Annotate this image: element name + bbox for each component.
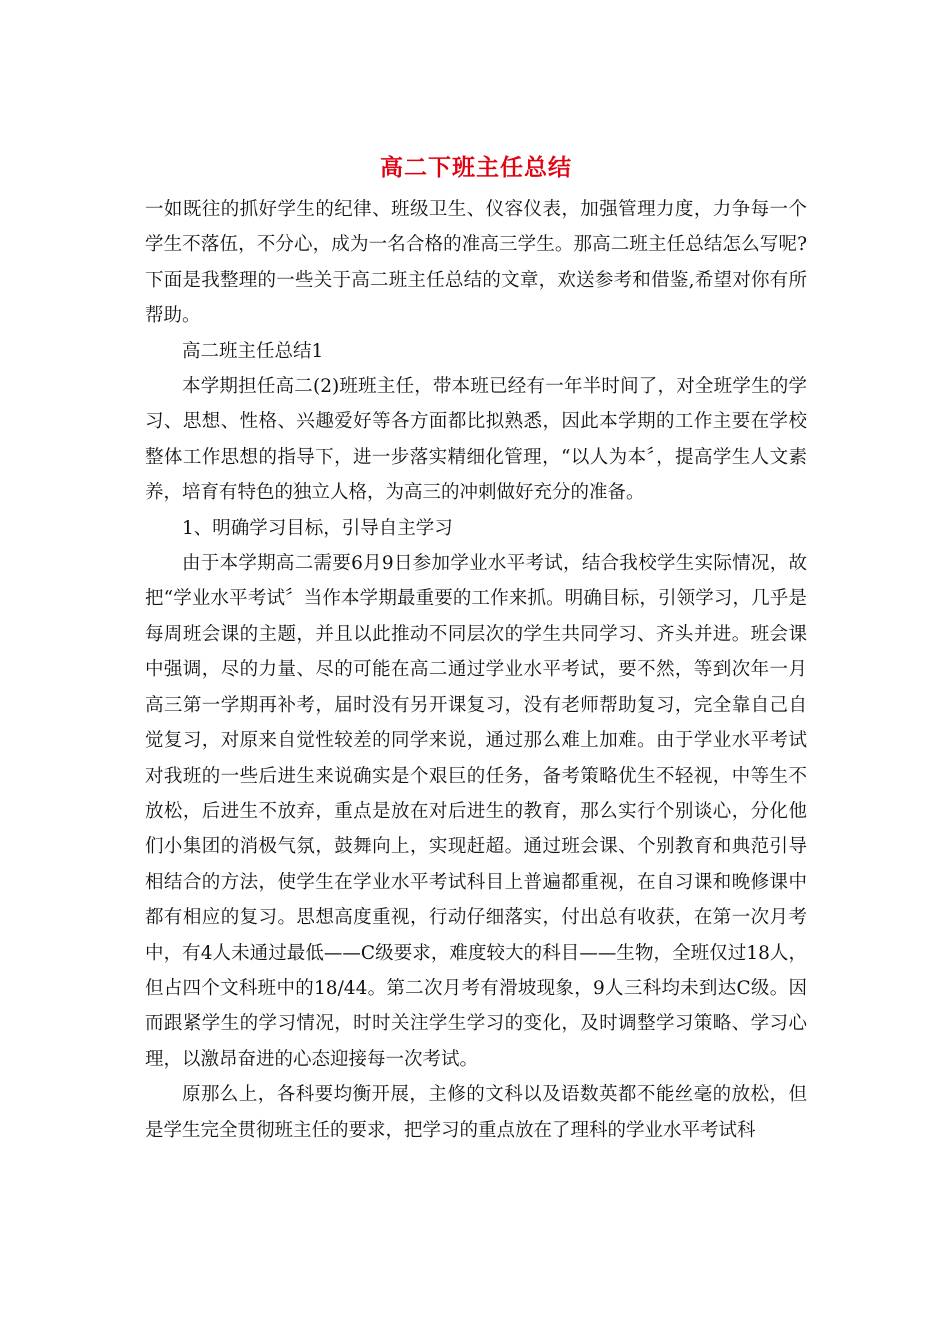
body-paragraph-3: 原那么上，各科要均衡开展，主修的文科以及语数英都不能丝毫的放松，但是学生完全贯彻班主任的要求，把学习的重点放在了理科的学业水平考试科 xyxy=(145,1084,807,1141)
document-page xyxy=(145,148,807,1148)
body-paragraph-1: 本学期担任高二(2)班班主任，带本班已经有一年半时间了，对全班学生的学习、思想、性格、兴趣爱好等各方面都比拟熟悉，因此本学期的工作主要在学校整体工作思想的指导下，进一步落实精细化管理，“以人为本〞，提高学生人文素养，培育有特色的独立人格，为高三的冲刺做好充分的准备。 xyxy=(145,376,807,504)
section-heading-summary-1: 高二班主任总结1 xyxy=(182,340,324,362)
body-paragraph-2: 由于本学期高二需要6月9日参加学业水平考试，结合我校学生实际情况，故把“学业水平考试〞当作本学期最重要的工作来抓。明确目标，引领学习，几乎是每周班会课的主题，并且以此推动不同层次的学生共同学习、齐头并进。班会课中强调，尽的力量、尽的可能在高二通过学业水平考试，要不然，等到次年一月高三第一学期再补考，届时没有另开课复习，没有老师帮助复习，完全靠自己自觉复习，对原来自觉性较差的同学来说，通过那么难上加难。由于学业水平考试对我班的一些后进生来说确实是个艰巨的任务，备考策略优生不轻视，中等生不放松，后进生不放弃，重点是放在对后进生的教育，那么实行个别谈心，分化他们小集团的消极气氛，鼓舞向上，实现赶超。通过班会课、个别教育和典范引导相结合的方法，使学生在学业水平考试科目上普遍都重视，在自习课和晚修课中都有相应的复习。思想高度重视，行动仔细落实，付出总有收获，在第一次月考中，有4人未通过最低——C级要求，难度较大的科目——生物，全班仅过18人，但占四个文科班中的18/44。第二次月考有滑坡现象，9人三科均未到达C级。因而跟紧学生的学习情况，时时关注学生学习的变化，及时调整学习策略、学习心理，以激昂奋进的心态迎接每一次考试。 xyxy=(145,553,807,1070)
document-title: 高二下班主任总结 xyxy=(380,154,572,181)
subheading-learning-goals: 1、明确学习目标，引导自主学习 xyxy=(182,517,453,539)
intro-paragraph: 一如既往的抓好学生的纪律、班级卫生、仪容仪表，加强管理力度，力争每一个学生不落伍，不分心，成为一名合格的准高三学生。那高二班主任总结怎么写呢?下面是我整理的一些关于高二班主任总结的文章，欢送参考和借鉴,希望对你有所帮助。 xyxy=(145,199,807,327)
